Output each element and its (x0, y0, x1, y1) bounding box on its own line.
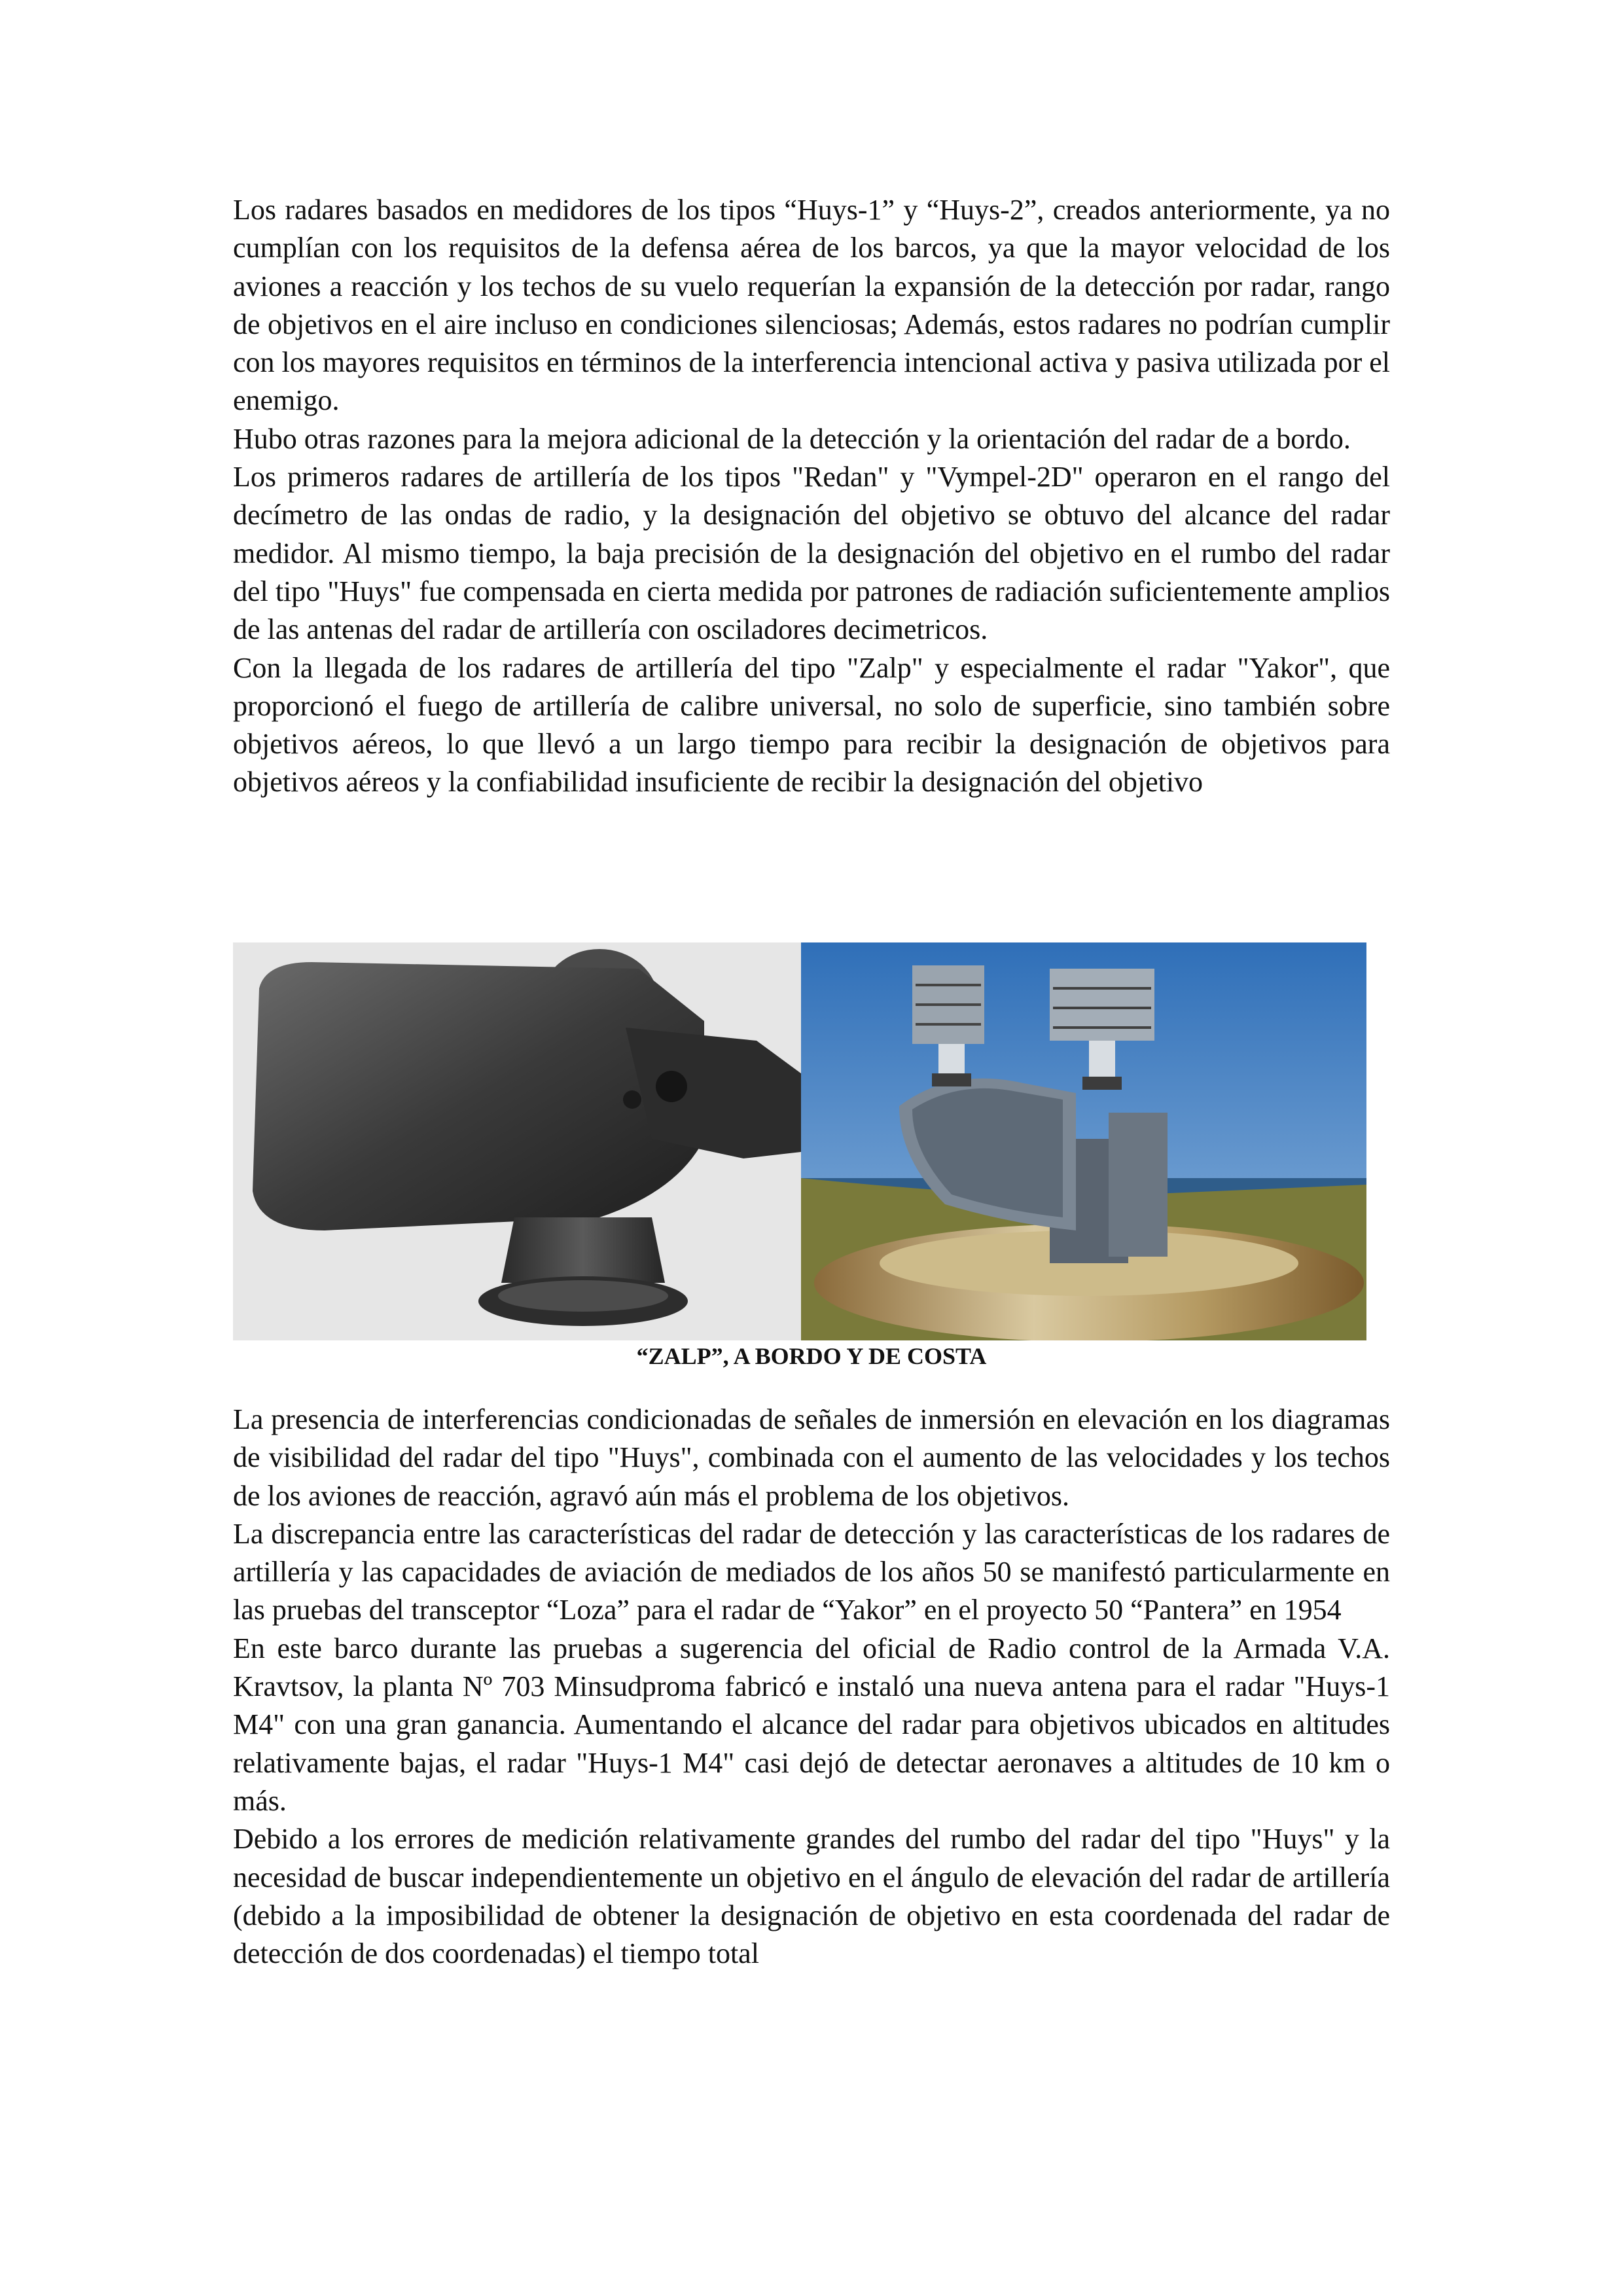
coastal-radar-illustration (801, 942, 1366, 1340)
paragraph: Hubo otras razones para la mejora adicional de la detección y la orientación del radar de a bordo. (233, 422, 1351, 455)
body-text-bottom (233, 1401, 1390, 1973)
body-text-top (233, 191, 1390, 802)
shipborne-radar-illustration (233, 942, 801, 1340)
figure-caption: “ZALP”, A BORDO Y DE COSTA (636, 1343, 987, 1369)
shipborne-radar-photo (233, 942, 801, 1340)
paragraph: Con la llegada de los radares de artillería del tipo "Zalp" y especialmente el radar "Yakor", que proporcionó el fuego de artillería de calibre universal, no solo de superficie, sino también sobre objetivos aéreos, lo que llevó a un largo tiempo para recibir la designación de objetivos para objetivos aéreos y la confiabilidad insuficiente de recibir la designación del objetivo (233, 651, 1390, 798)
coastal-radar-photo (801, 942, 1366, 1340)
paragraph: La presencia de interferencias condicionadas de señales de inmersión en elevación en los diagramas de visibilidad del radar del tipo "Huys", combinada con el aumento de las velocidades y los techos de los aviones de reacción, agravó aún más el problema de los objetivos. (233, 1403, 1390, 1512)
paragraph: Debido a los errores de medición relativamente grandes del rumbo del radar del tipo "Huys" y la necesidad de buscar independientemente un objetivo en el ángulo de elevación del radar de artillería (debido a la imposibilidad de obtener la designación de objetivo en esta coordenada del radar de detección de dos coordenadas) el tiempo total (233, 1823, 1390, 1970)
paragraph: La discrepancia entre las características del radar de detección y las características de los radares de artillería y las capacidades de aviación de mediados de los años 50 se manifestó particularmente en las pruebas del transceptor “Loza” para el radar de “Yakor” en el proyecto 50 “Pantera” en 1954 (233, 1517, 1390, 1626)
paragraph: Los primeros radares de artillería de los tipos "Redan" y "Vympel-2D" operaron en el rango del decímetro de las ondas de radio, y la designación del objetivo se obtuvo del alcance del radar medidor. Al mismo tiempo, la baja precisión de la designación del objetivo en el rumbo del radar del tipo "Huys" fue compensada en cierta medida por patrones de radiación suficientemente amplios de las antenas del radar de artillería con osciladores decimetricos. (233, 461, 1390, 646)
paragraph: En este barco durante las pruebas a sugerencia del oficial de Radio control de la Armada V.A. Kravtsov, la planta Nº 703 Minsudproma fabricó e instaló una nueva antena para el radar "Huys-1 M4" con una gran ganancia. Aumentando el alcance del radar para objetivos ubicados en altitudes relativamente bajas, el radar "Huys-1 M4" casi dejó de detectar aeronaves a altitudes de 10 km o más. (233, 1632, 1390, 1817)
paragraph: Los radares basados en medidores de los tipos “Huys-1” y “Huys-2”, creados anteriormente, ya no cumplían con los requisitos de la defensa aérea de los barcos, ya que la mayor velocidad de los aviones a reacción y los techos de su vuelo requerían la expansión de la detección por radar, rango de objetivos en el aire incluso en condiciones silenciosas; Además, estos radares no podrían cumplir con los mayores requisitos en términos de la interferencia intencional activa y pasiva utilizada por el enemigo. (233, 194, 1390, 417)
